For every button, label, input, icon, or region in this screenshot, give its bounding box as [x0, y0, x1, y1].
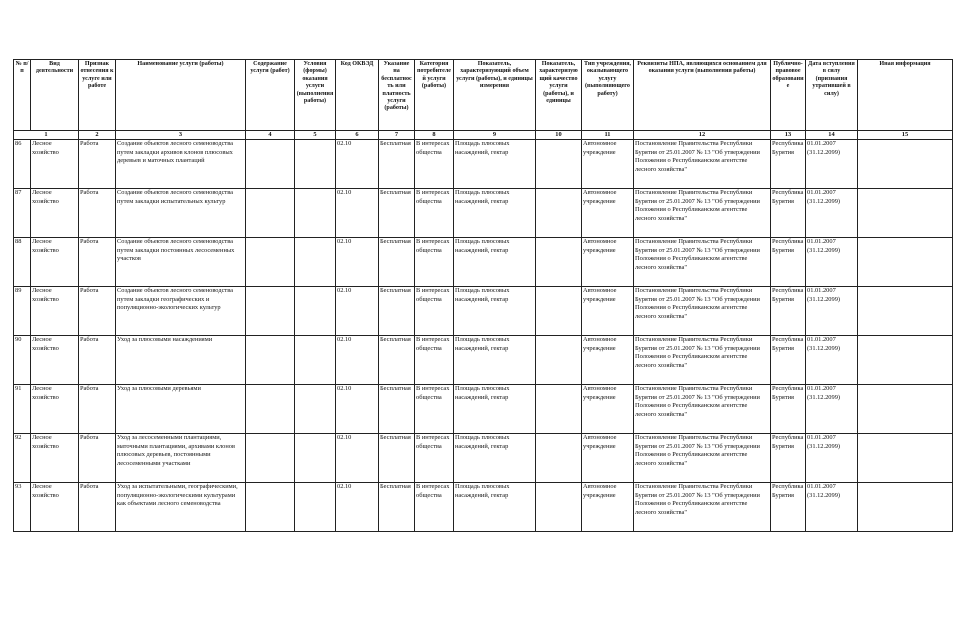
cell-sign: Работа	[79, 434, 116, 483]
document-page	[13, 59, 953, 532]
column-number: 8	[415, 131, 454, 140]
cell-no: 93	[14, 483, 31, 532]
cell-activity: Лесное хозяйство	[31, 434, 79, 483]
cell-consumers: В интересах общества	[415, 140, 454, 189]
column-number: 3	[116, 131, 246, 140]
cell-npa: Постановление Правительства Республики Бурятия от 25.01.2007 № 13 "Об утверждении Положения о Республиканском агентстве лесного хозяйства"	[634, 434, 771, 483]
cell-activity: Лесное хозяйство	[31, 287, 79, 336]
column-number: 9	[454, 131, 536, 140]
cell-content	[246, 140, 295, 189]
cell-other	[858, 336, 953, 385]
cell-content	[246, 287, 295, 336]
header-cell-entity: Публично-правовое образование	[771, 60, 806, 131]
cell-date: 01.01.2007 (31.12.2099)	[806, 287, 858, 336]
cell-name: Создание объектов лесного семеноводства путем закладки постоянных лесосеменных участков	[116, 238, 246, 287]
cell-volume: Площадь плюсовых насаждений, гектар	[454, 189, 536, 238]
cell-consumers: В интересах общества	[415, 189, 454, 238]
cell-paid: Бесплатная	[379, 336, 415, 385]
column-number: 6	[336, 131, 379, 140]
column-number: 10	[536, 131, 582, 140]
cell-type: Автономное учреждение	[582, 434, 634, 483]
cell-okved: 02.10	[336, 140, 379, 189]
cell-name: Создание объектов лесного семеноводства путем закладки архивов клонов плюсовых деревьев и маточных плантаций	[116, 140, 246, 189]
cell-paid: Бесплатная	[379, 238, 415, 287]
column-number: 14	[806, 131, 858, 140]
cell-paid: Бесплатная	[379, 385, 415, 434]
cell-type: Автономное учреждение	[582, 287, 634, 336]
header-cell-content: Содержание услуги (работ)	[246, 60, 295, 131]
cell-activity: Лесное хозяйство	[31, 189, 79, 238]
header-cell-name: Наименование услуги (работы)	[116, 60, 246, 131]
header-cell-date: Дата вступления в силу (признания утратившей в силу)	[806, 60, 858, 131]
cell-no: 92	[14, 434, 31, 483]
cell-date: 01.01.2007 (31.12.2099)	[806, 385, 858, 434]
cell-volume: Площадь плюсовых насаждений, гектар	[454, 434, 536, 483]
header-cell-conditions: Условия (формы) оказания услуги (выполнения работы)	[295, 60, 336, 131]
header-cell-type: Тип учреждения, оказывающего услугу (выполняющего работу)	[582, 60, 634, 131]
cell-quality	[536, 434, 582, 483]
column-number: 2	[79, 131, 116, 140]
cell-okved: 02.10	[336, 385, 379, 434]
cell-name: Уход за плюсовыми деревьями	[116, 385, 246, 434]
cell-entity: Республика Бурятия	[771, 287, 806, 336]
cell-volume: Площадь плюсовых насаждений, гектар	[454, 238, 536, 287]
cell-date: 01.01.2007 (31.12.2099)	[806, 336, 858, 385]
cell-other	[858, 189, 953, 238]
header-row	[14, 60, 953, 131]
cell-no: 87	[14, 189, 31, 238]
cell-conditions	[295, 483, 336, 532]
cell-name: Уход за плюсовыми насаждениями	[116, 336, 246, 385]
cell-volume: Площадь плюсовых насаждений, гектар	[454, 140, 536, 189]
cell-date: 01.01.2007 (31.12.2099)	[806, 483, 858, 532]
header-cell-quality: Показатель, характеризующий качество услуги (работы), и единицы	[536, 60, 582, 131]
cell-type: Автономное учреждение	[582, 483, 634, 532]
cell-quality	[536, 140, 582, 189]
header-cell-activity: Вид деятельности	[31, 60, 79, 131]
cell-date: 01.01.2007 (31.12.2099)	[806, 140, 858, 189]
header-cell-number: № п/п	[14, 60, 31, 131]
table-row	[14, 140, 953, 189]
cell-okved: 02.10	[336, 189, 379, 238]
cell-volume: Площадь плюсовых насаждений, гектар	[454, 483, 536, 532]
header-cell-paid: Указание на бесплатность или платность услуги (работы)	[379, 60, 415, 131]
header-cell-sign: Признак отнесения к услуге или работе	[79, 60, 116, 131]
cell-npa: Постановление Правительства Республики Бурятия от 25.01.2007 № 13 "Об утверждении Положения о Республиканском агентстве лесного хозяйства"	[634, 336, 771, 385]
cell-type: Автономное учреждение	[582, 336, 634, 385]
cell-name: Создание объектов лесного семеноводства путем закладки географических и популяционно-экологических культур	[116, 287, 246, 336]
column-number: 7	[379, 131, 415, 140]
cell-type: Автономное учреждение	[582, 385, 634, 434]
cell-consumers: В интересах общества	[415, 287, 454, 336]
column-number: 15	[858, 131, 953, 140]
cell-name: Создание объектов лесного семеноводства путем закладки испытательных культур	[116, 189, 246, 238]
table-body	[14, 140, 953, 532]
cell-other	[858, 238, 953, 287]
column-number-row	[14, 131, 953, 140]
cell-okved: 02.10	[336, 287, 379, 336]
cell-paid: Бесплатная	[379, 287, 415, 336]
cell-npa: Постановление Правительства Республики Бурятия от 25.01.2007 № 13 "Об утверждении Положения о Республиканском агентстве лесного хозяйства"	[634, 385, 771, 434]
cell-npa: Постановление Правительства Республики Бурятия от 25.01.2007 № 13 "Об утверждении Положения о Республиканском агентстве лесного хозяйства"	[634, 238, 771, 287]
column-number: 12	[634, 131, 771, 140]
cell-paid: Бесплатная	[379, 434, 415, 483]
column-number: 1	[14, 131, 79, 140]
column-number: 11	[582, 131, 634, 140]
header-cell-npa: Реквизиты НПА, являющихся основанием для оказания услуги (выполнения работы)	[634, 60, 771, 131]
cell-entity: Республика Бурятия	[771, 483, 806, 532]
cell-okved: 02.10	[336, 483, 379, 532]
cell-name: Уход за лесосеменными плантациями, маточными плантациями, архивами клонов плюсовых деревьев, постоянными лесосеменными участками	[116, 434, 246, 483]
table-row	[14, 189, 953, 238]
cell-sign: Работа	[79, 140, 116, 189]
header-cell-other: Иная информация	[858, 60, 953, 131]
cell-activity: Лесное хозяйство	[31, 140, 79, 189]
table-header	[14, 60, 953, 140]
cell-content	[246, 238, 295, 287]
cell-activity: Лесное хозяйство	[31, 385, 79, 434]
cell-other	[858, 385, 953, 434]
cell-no: 90	[14, 336, 31, 385]
cell-sign: Работа	[79, 483, 116, 532]
cell-quality	[536, 385, 582, 434]
cell-okved: 02.10	[336, 238, 379, 287]
cell-consumers: В интересах общества	[415, 483, 454, 532]
cell-volume: Площадь плюсовых насаждений, гектар	[454, 287, 536, 336]
cell-activity: Лесное хозяйство	[31, 336, 79, 385]
cell-npa: Постановление Правительства Республики Бурятия от 25.01.2007 № 13 "Об утверждении Положения о Республиканском агентстве лесного хозяйства"	[634, 287, 771, 336]
cell-paid: Бесплатная	[379, 483, 415, 532]
cell-consumers: В интересах общества	[415, 434, 454, 483]
cell-paid: Бесплатная	[379, 140, 415, 189]
cell-quality	[536, 336, 582, 385]
cell-name: Уход за испытательными, географическими, популяционно-экологическими культурами как объектами лесного семеноводства	[116, 483, 246, 532]
cell-type: Автономное учреждение	[582, 140, 634, 189]
header-cell-consumers: Категория потребителей услуги (работы)	[415, 60, 454, 131]
cell-entity: Республика Бурятия	[771, 238, 806, 287]
cell-npa: Постановление Правительства Республики Бурятия от 25.01.2007 № 13 "Об утверждении Положения о Республиканском агентстве лесного хозяйства"	[634, 189, 771, 238]
cell-activity: Лесное хозяйство	[31, 238, 79, 287]
cell-other	[858, 140, 953, 189]
cell-no: 89	[14, 287, 31, 336]
cell-entity: Республика Бурятия	[771, 385, 806, 434]
cell-content	[246, 189, 295, 238]
cell-activity: Лесное хозяйство	[31, 483, 79, 532]
cell-date: 01.01.2007 (31.12.2099)	[806, 238, 858, 287]
table-row	[14, 434, 953, 483]
cell-conditions	[295, 140, 336, 189]
cell-quality	[536, 287, 582, 336]
cell-conditions	[295, 287, 336, 336]
cell-no: 91	[14, 385, 31, 434]
cell-quality	[536, 238, 582, 287]
cell-content	[246, 434, 295, 483]
table-row	[14, 238, 953, 287]
cell-date: 01.01.2007 (31.12.2099)	[806, 434, 858, 483]
table-row	[14, 385, 953, 434]
cell-entity: Республика Бурятия	[771, 434, 806, 483]
cell-entity: Республика Бурятия	[771, 189, 806, 238]
column-number: 13	[771, 131, 806, 140]
services-table	[13, 59, 953, 532]
cell-quality	[536, 483, 582, 532]
table-row	[14, 287, 953, 336]
cell-content	[246, 385, 295, 434]
column-number: 4	[246, 131, 295, 140]
cell-npa: Постановление Правительства Республики Бурятия от 25.01.2007 № 13 "Об утверждении Положения о Республиканском агентстве лесного хозяйства"	[634, 483, 771, 532]
cell-consumers: В интересах общества	[415, 385, 454, 434]
cell-okved: 02.10	[336, 434, 379, 483]
cell-npa: Постановление Правительства Республики Бурятия от 25.01.2007 № 13 "Об утверждении Положения о Республиканском агентстве лесного хозяйства"	[634, 140, 771, 189]
cell-sign: Работа	[79, 189, 116, 238]
header-cell-okved: Код ОКВЭД	[336, 60, 379, 131]
cell-conditions	[295, 189, 336, 238]
cell-content	[246, 336, 295, 385]
cell-date: 01.01.2007 (31.12.2099)	[806, 189, 858, 238]
cell-entity: Республика Бурятия	[771, 336, 806, 385]
cell-consumers: В интересах общества	[415, 336, 454, 385]
cell-sign: Работа	[79, 336, 116, 385]
cell-okved: 02.10	[336, 336, 379, 385]
cell-type: Автономное учреждение	[582, 189, 634, 238]
column-number: 5	[295, 131, 336, 140]
cell-content	[246, 483, 295, 532]
cell-other	[858, 287, 953, 336]
table-row	[14, 336, 953, 385]
cell-volume: Площадь плюсовых насаждений, гектар	[454, 336, 536, 385]
cell-conditions	[295, 238, 336, 287]
cell-other	[858, 483, 953, 532]
cell-no: 88	[14, 238, 31, 287]
cell-quality	[536, 189, 582, 238]
table-row	[14, 483, 953, 532]
cell-sign: Работа	[79, 287, 116, 336]
header-cell-volume: Показатель, характеризующий объем услуги (работы), и единицы измерения	[454, 60, 536, 131]
cell-conditions	[295, 385, 336, 434]
cell-consumers: В интересах общества	[415, 238, 454, 287]
cell-volume: Площадь плюсовых насаждений, гектар	[454, 385, 536, 434]
cell-entity: Республика Бурятия	[771, 140, 806, 189]
cell-other	[858, 434, 953, 483]
cell-sign: Работа	[79, 238, 116, 287]
cell-type: Автономное учреждение	[582, 238, 634, 287]
cell-conditions	[295, 336, 336, 385]
cell-no: 86	[14, 140, 31, 189]
cell-conditions	[295, 434, 336, 483]
cell-sign: Работа	[79, 385, 116, 434]
cell-paid: Бесплатная	[379, 189, 415, 238]
